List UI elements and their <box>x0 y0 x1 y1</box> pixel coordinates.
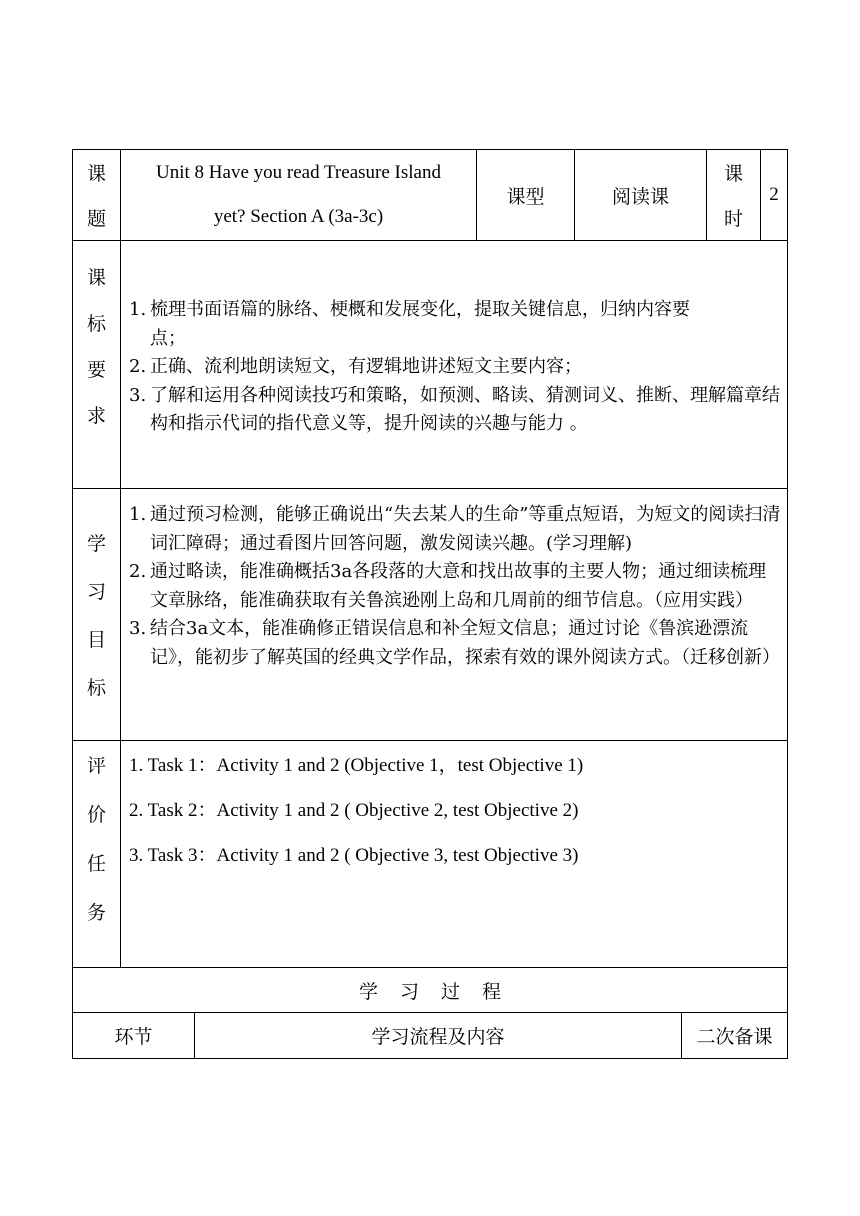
evaluation-task: 1. Task 1：Activity 1 and 2 (Objective 1，test Objective 1) <box>129 755 584 776</box>
objectives-label-char: 学 <box>86 533 106 555</box>
standards-label-char: 求 <box>86 405 106 427</box>
standards-label-char: 课 <box>86 267 106 289</box>
evaluation-task-list <box>129 743 583 878</box>
standards-content <box>120 240 788 489</box>
lesson-type-label-text: 课型 <box>506 185 545 208</box>
evaluation-task: 3. Task 3：Activity 1 and 2 ( Objective 3, test Objective 3) <box>129 845 579 866</box>
process-title-text: 学习过程 <box>358 980 523 1003</box>
objectives-item: 1. 通过预习检测，能够正确说出“失去某人的生命”等重点短语，为短文的阅读扫清词汇障碍；通过看图片回答问题，激发阅读兴趣。(学习理解) <box>129 504 781 554</box>
objectives-list <box>129 501 781 672</box>
objectives-item: 2. 通过略读，能准确概括3a各段落的大意和找出故事的主要人物；通过细读梳理文章脉络，能准确获取有关鲁滨逊刚上岛和几周前的细节信息。（应用实践） <box>129 561 767 611</box>
class-hours-label-char: 时 <box>723 208 743 230</box>
evaluation-label-char: 任 <box>86 853 106 875</box>
objectives-label-char: 目 <box>86 629 106 651</box>
process-title <box>72 967 788 1013</box>
standards-label <box>72 240 121 489</box>
col-header-content <box>194 1012 682 1059</box>
evaluation-content <box>120 740 788 968</box>
evaluation-task: 2. Task 2：Activity 1 and 2 ( Objective 2, test Objective 2) <box>129 800 579 821</box>
evaluation-label-char: 价 <box>86 804 106 826</box>
topic-label-char: 课 <box>86 163 106 185</box>
objectives-content <box>120 488 788 741</box>
evaluation-label-char: 务 <box>86 902 106 924</box>
objectives-label-char: 标 <box>86 677 106 699</box>
col-header-second-prep-text: 二次备课 <box>696 1026 773 1048</box>
standards-label-char: 标 <box>86 313 106 335</box>
lesson-title-line2: yet? Section A (3a-3c) <box>213 206 384 227</box>
class-hours-label-char: 课 <box>723 163 743 185</box>
lesson-type-value-text: 阅读课 <box>611 185 669 208</box>
objectives-item: 3. 结合3a文本，能准确修正错误信息和补全短文信息；通过讨论《鲁滨逊漂流记》，能初步了解英国的经典文学作品，探索有效的课外阅读方式。（迁移创新） <box>129 618 780 668</box>
class-hours-value-text: 2 <box>769 184 779 205</box>
topic-label <box>72 149 121 241</box>
evaluation-label-char: 评 <box>86 755 106 777</box>
standards-label-char: 要 <box>86 359 106 381</box>
col-header-second-prep <box>681 1012 788 1059</box>
lesson-type-label <box>476 149 575 241</box>
lesson-title-line1: Unit 8 Have you read Treasure Island <box>156 162 441 183</box>
evaluation-label <box>72 740 121 968</box>
class-hours-value <box>760 149 788 241</box>
topic-label-char: 题 <box>86 208 106 230</box>
standards-item: 2. 正确、流利地朗读短文，有逻辑地讲述短文主要内容； <box>129 356 582 377</box>
col-header-content-text: 学习流程及内容 <box>371 1026 505 1048</box>
lesson-type-value <box>574 149 707 241</box>
col-header-stage-text: 环节 <box>114 1026 153 1048</box>
standards-item: 1. 梳理书面语篇的脉络、梗概和发展变化，提取关键信息，归纳内容要点； <box>129 299 690 349</box>
objectives-label <box>72 488 121 741</box>
standards-item: 3. 了解和运用各种阅读技巧和策略，如预测、略读、猜测词义、推断、理解篇章结构和指示代词的指代意义等，提升阅读的兴趣与能力 。 <box>129 384 780 434</box>
standards-list <box>129 296 780 439</box>
objectives-label-char: 习 <box>86 581 106 603</box>
lesson-title <box>120 149 477 241</box>
col-header-stage <box>72 1012 195 1059</box>
class-hours-label <box>706 149 761 241</box>
